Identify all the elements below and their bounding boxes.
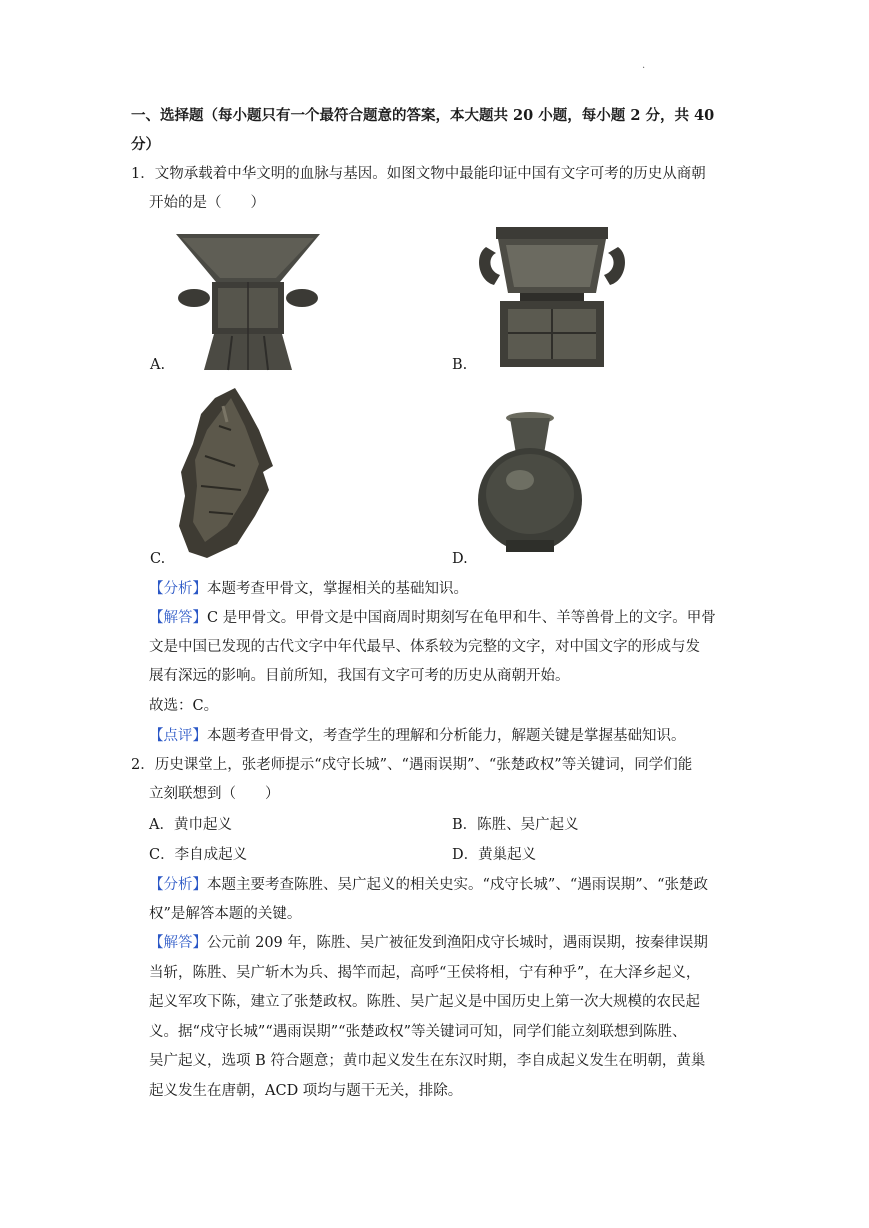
q1-option-c: C. [150, 551, 166, 567]
comment-text: 本题考查甲骨文，考查学生的理解和分析能力，解题关键是掌握基础知识。 [207, 728, 686, 744]
q1-analysis [149, 579, 468, 599]
q1-choice: 故选：C。 [149, 698, 219, 714]
comment-tag: 【点评】 [149, 728, 207, 744]
q2-answer-cont: 吴广起义，选项 B 符合题意；黄巾起义发生在东汉时期，李自成起义发生在明朝，黄巢 [149, 1053, 706, 1069]
q2-option-d: D．黄巢起义 [452, 847, 537, 863]
q1-answer-cont: 文是中国已发现的古代文字中年代最早、体系较为完整的文字，对中国文字的形成与发 [149, 639, 700, 655]
q2-answer-cont: 起义军攻下陈，建立了张楚政权。陈胜、吴广起义是中国历史上第一次大规模的农民起 [149, 994, 700, 1010]
q2-answer-cont: 起义发生在唐朝，ACD 项均与题干无关，排除。 [149, 1083, 463, 1099]
answer-text: C 是甲骨文。甲骨文是中国商周时期刻写在龟甲和牛、羊等兽骨上的文字。甲骨 [207, 610, 716, 626]
q2-answer [149, 933, 708, 953]
q2-stem: 2．历史课堂上，张老师提示“戍守长城”、“遇雨误期”、“张楚政权”等关键词，同学们能 [131, 757, 693, 773]
q2-stem-cont: 立刻联想到（ ） [149, 786, 280, 802]
q2-analysis-cont: 权”是解答本题的关键。 [149, 906, 302, 922]
q1-answer [149, 608, 716, 628]
q1-option-b: B. [452, 357, 468, 373]
q2-answer-cont: 义。据“戍守长城”“遇雨误期”“张楚政权”等关键词可知，同学们能立刻联想到陈胜、 [149, 1024, 687, 1040]
section-heading: 一、选择题（每小题只有一个最符合题意的答案，本大题共 20 小题，每小题 2 分，共 40 [131, 107, 715, 124]
answer-tag: 【解答】 [149, 935, 207, 951]
bronze-gui-image [472, 225, 632, 371]
q2-analysis [149, 875, 708, 895]
analysis-text: 本题考查甲骨文，掌握相关的基础知识。 [207, 581, 468, 597]
q2-option-c: C．李自成起义 [149, 847, 248, 863]
section-heading-cont: 分） [131, 136, 160, 153]
analysis-tag: 【分析】 [149, 877, 207, 893]
pottery-jar-image [474, 410, 586, 556]
corner-mark: . [642, 60, 646, 71]
q1-stem: 1．文物承载着中华文明的血脉与基因。如图文物中最能印证中国有文字可考的历史从商朝 [131, 166, 706, 182]
answer-tag: 【解答】 [149, 610, 207, 626]
q2-option-b: B．陈胜、吴广起义 [452, 817, 579, 833]
oracle-bone-image [175, 386, 285, 560]
q1-stem-cont: 开始的是（ ） [149, 195, 265, 211]
q1-option-d: D. [452, 551, 468, 567]
analysis-tag: 【分析】 [149, 581, 207, 597]
q2-option-a: A．黄巾起义 [149, 817, 232, 833]
answer-text: 公元前 209 年，陈胜、吴广被征发到渔阳戍守长城时，遇雨误期，按秦律误期 [207, 935, 708, 951]
q2-answer-cont: 当斩，陈胜、吴广斩木为兵、揭竿而起，高呼“王侯将相，宁有种乎”，在大泽乡起义， [149, 965, 701, 981]
q1-answer-cont: 展有深远的影响。目前所知，我国有文字可考的历史从商朝开始。 [149, 668, 570, 684]
q1-option-a: A. [150, 357, 166, 373]
analysis-text: 本题主要考查陈胜、吴广起义的相关史实。“戍守长城”、“遇雨误期”、“张楚政 [207, 877, 709, 893]
q1-comment [149, 726, 686, 746]
bronze-zun-image [172, 232, 324, 374]
